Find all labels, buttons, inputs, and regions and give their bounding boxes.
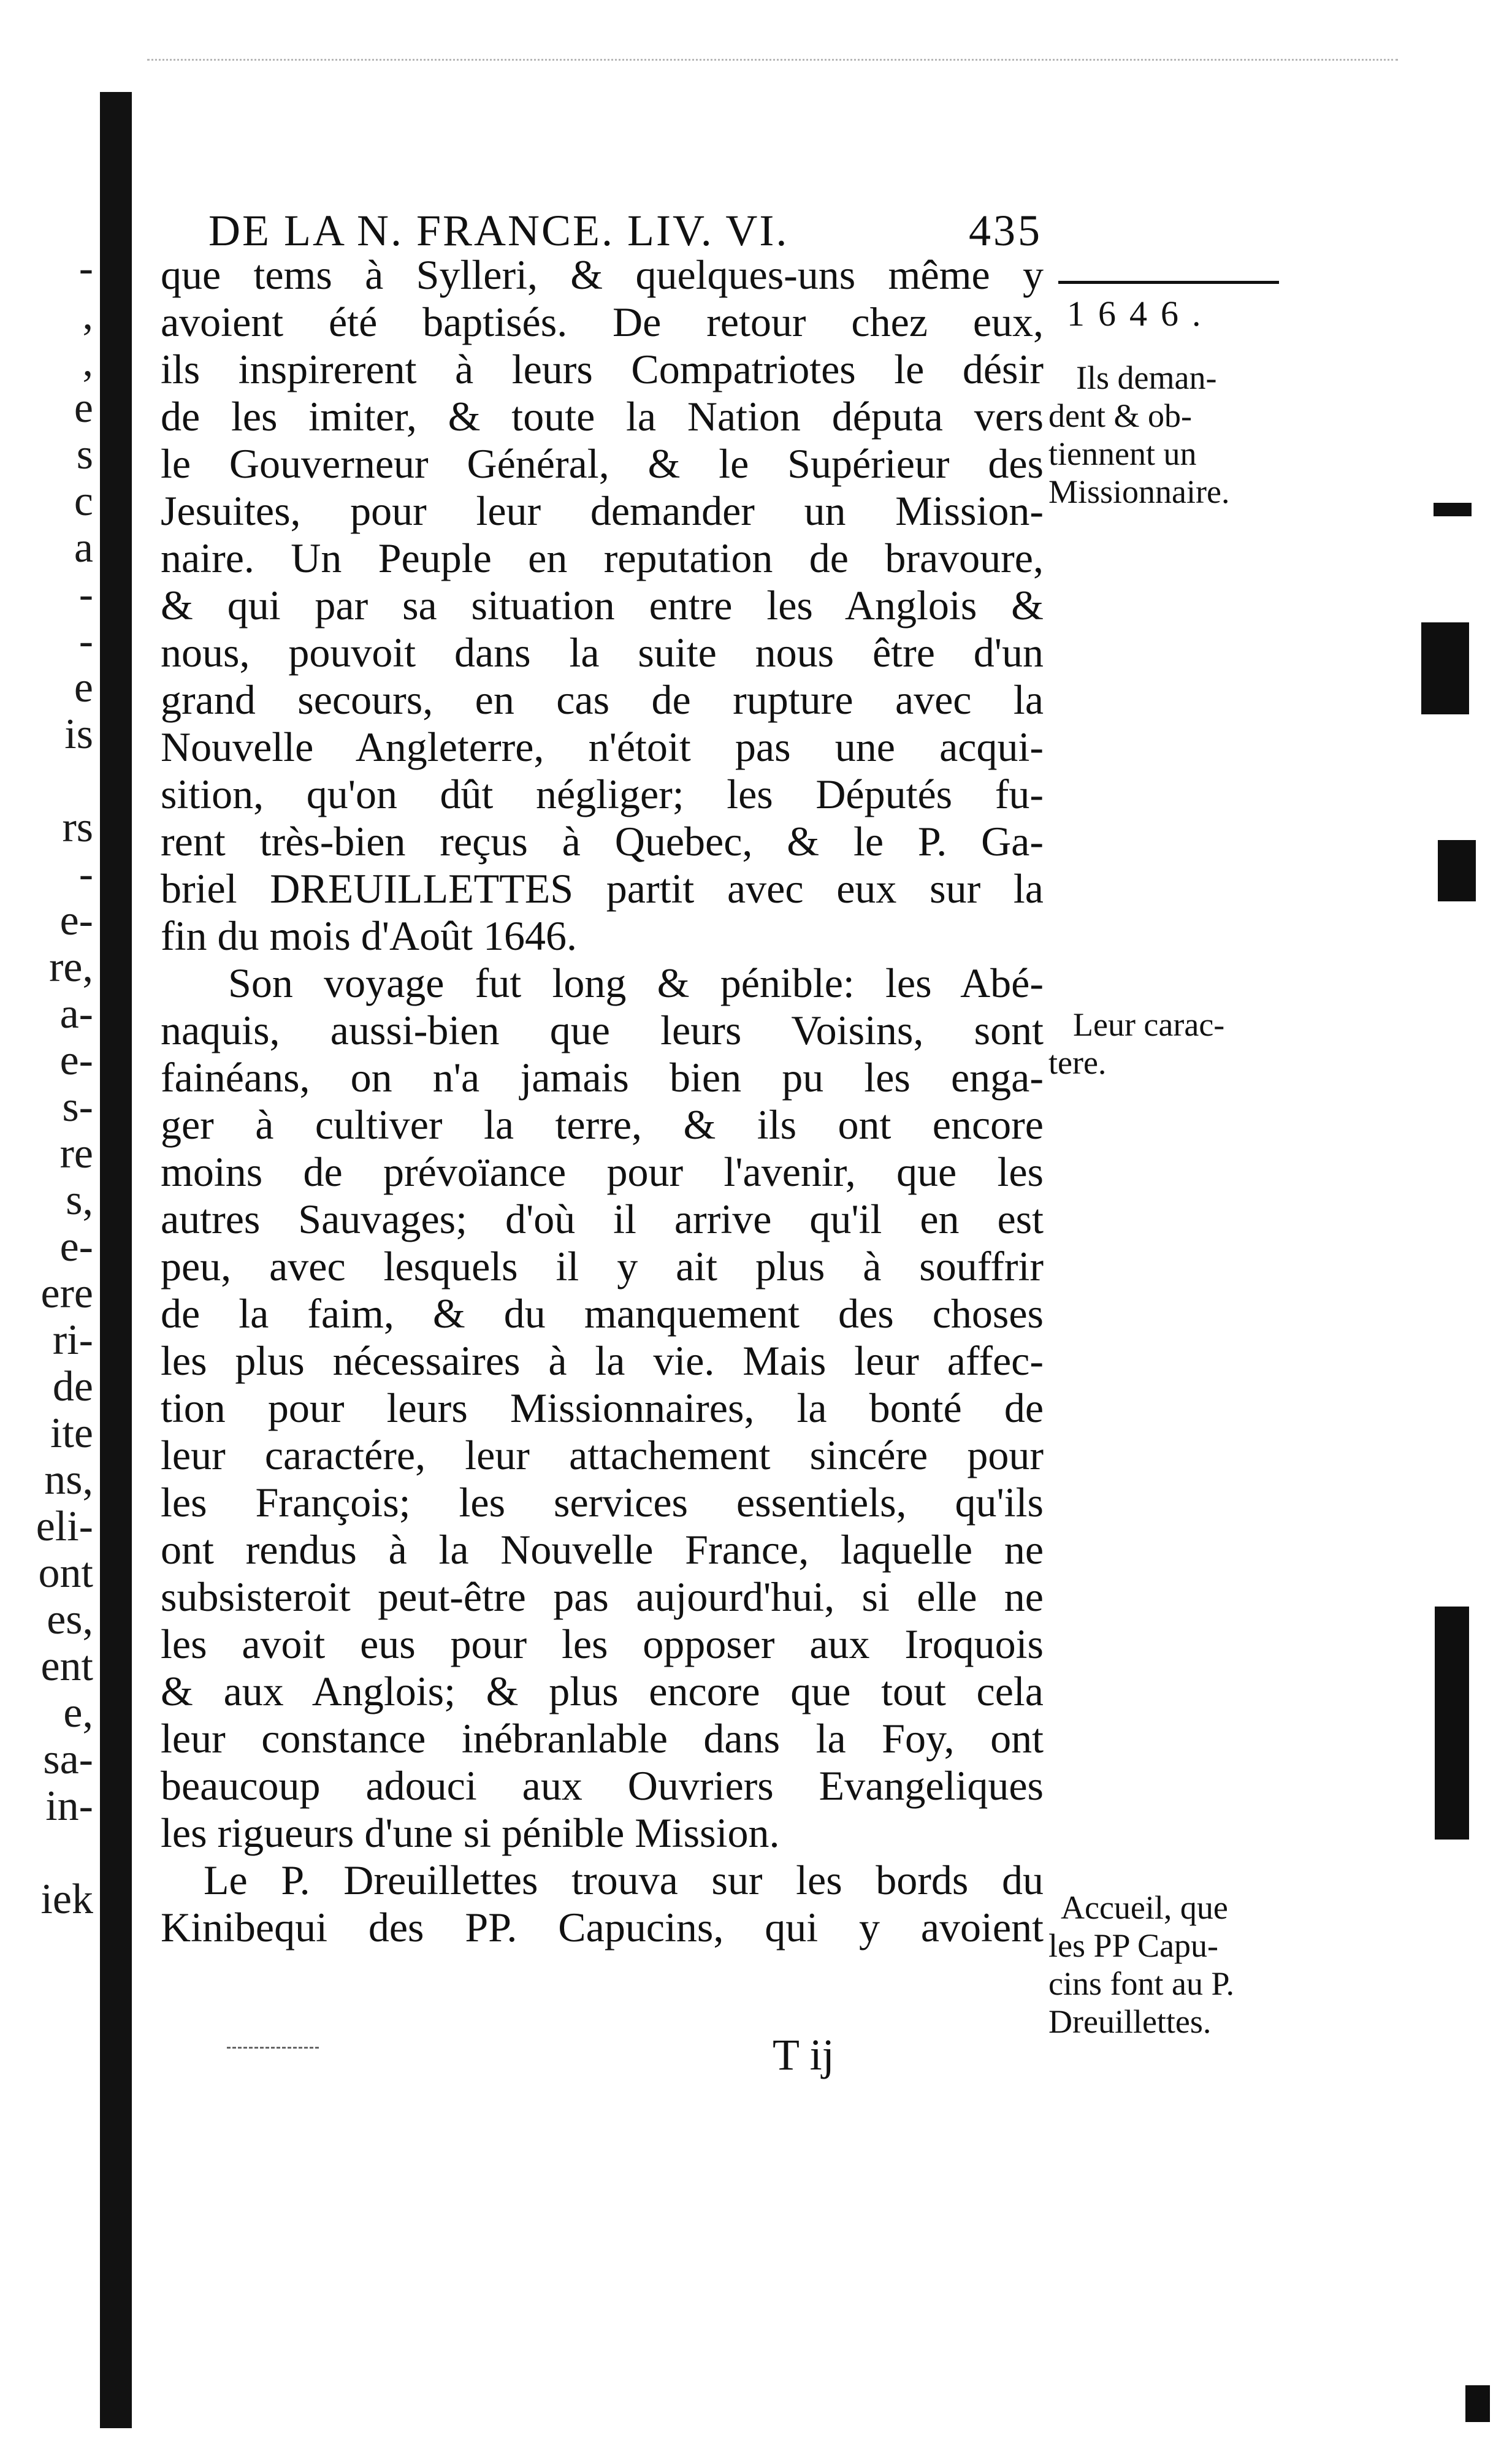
margin-note-line: tere. xyxy=(1048,1044,1107,1081)
fragment: - xyxy=(78,851,93,898)
fragment: - xyxy=(78,245,93,292)
text-line: Le P. Dreuillettes trouva sur les bords du xyxy=(204,1857,1044,1903)
running-header xyxy=(208,205,1085,256)
fragment: es, xyxy=(47,1597,93,1643)
text-line: les avoit eus pour les opposer aux Iroquois xyxy=(161,1621,1044,1667)
text-line: fainéans, on n'a jamais bien pu les enga- xyxy=(161,1054,1044,1101)
text-line: les plus nécessaires à la vie. Mais leur affec- xyxy=(161,1337,1044,1384)
margin-note-line: cins font au P. xyxy=(1048,1965,1234,2002)
fragment: re xyxy=(59,1131,93,1177)
text-line: & aux Anglois; & plus encore que tout cela xyxy=(161,1668,1044,1714)
margin-note-line: les PP Capu- xyxy=(1048,1927,1219,1964)
text-line: Nouvelle Angleterre, n'étoit pas une acqui- xyxy=(161,724,1044,770)
fragment: c xyxy=(74,478,93,525)
text-line: ils inspirerent à leurs Compatriotes le désir xyxy=(161,346,1044,392)
fragment: - xyxy=(78,618,93,665)
fragment: e- xyxy=(59,898,93,944)
text-line: de la faim, & du manquement des choses xyxy=(161,1290,1044,1337)
text-line: grand secours, en cas de rupture avec la xyxy=(161,676,1044,723)
text-line: fin du mois d'Août 1646. xyxy=(161,912,578,959)
signature-mark: T ij xyxy=(773,2030,834,2079)
fragment: e, xyxy=(63,1690,93,1737)
margin-note-welcome xyxy=(1048,1889,1288,2041)
fragment: e xyxy=(74,385,93,432)
fragment: in- xyxy=(45,1783,93,1830)
fragment: re, xyxy=(49,944,93,991)
fragment: s, xyxy=(66,1177,93,1224)
fragment: e- xyxy=(59,1224,93,1271)
fragment: ite xyxy=(50,1410,93,1457)
fragment: de xyxy=(52,1364,93,1410)
fragment: a- xyxy=(59,991,93,1037)
text-line: moins de prévoïance pour l'avenir, que les xyxy=(161,1148,1044,1195)
scan-blot xyxy=(1435,1607,1469,1840)
text-line: naire. Un Peuple en reputation de bravoure, xyxy=(161,535,1044,581)
text-line: beaucoup adouci aux Ouvriers Evangeliques xyxy=(161,1762,1044,1809)
fragment: eli- xyxy=(36,1504,93,1550)
text-line: Kinibequi des PP. Capucins, qui y avoient xyxy=(161,1904,1044,1951)
text-line: avoient été baptisés. De retour chez eux, xyxy=(161,299,1044,345)
text-line: naquis, aussi-bien que leurs Voisins, sont xyxy=(161,1007,1044,1053)
year-rule xyxy=(1058,281,1279,284)
fragment xyxy=(1,758,93,804)
fragment: ere xyxy=(40,1271,93,1317)
margin-note-line: Accueil, que xyxy=(1061,1889,1228,1926)
facing-page-fragments xyxy=(1,245,93,2023)
fragment: is xyxy=(64,711,93,758)
text-line: ont rendus à la Nouvelle France, laquelle ne xyxy=(161,1526,1044,1573)
fragment: - xyxy=(78,571,93,618)
text-line: les François; les services essentiels, qu'ils xyxy=(161,1479,1044,1526)
text-line: nous, pouvoit dans la suite nous être d'un xyxy=(161,629,1044,676)
margin-note-line: Missionnaire. xyxy=(1048,473,1230,510)
text-line: ger à cultiver la terre, & ils ont encore xyxy=(161,1101,1044,1148)
fragment: s- xyxy=(62,1084,93,1131)
margin-note-line: Dreuillettes. xyxy=(1048,2003,1212,2040)
scan-blot xyxy=(1438,840,1476,901)
fragment: , xyxy=(82,292,93,338)
text-line: peu, avec lesquels il y ait plus à souffrir xyxy=(161,1243,1044,1290)
text-line: & qui par sa situation entre les Anglois & xyxy=(161,582,1044,629)
text-line: Jesuites, pour leur demander un Mission- xyxy=(161,487,1044,534)
scan-noise-top xyxy=(147,59,1398,64)
fragment: iek xyxy=(40,1876,93,1923)
page-number: 435 xyxy=(969,206,1042,255)
fragment: e- xyxy=(59,1037,93,1084)
text-line: leur constance inébranlable dans la Foy, ont xyxy=(161,1715,1044,1762)
fragment: a xyxy=(74,525,93,571)
scan-blot xyxy=(1434,503,1472,516)
scan-dashes xyxy=(227,2047,319,2049)
text-line: subsisteroit peut-être pas aujourd'hui, si elle ne xyxy=(161,1573,1044,1620)
fragment: ent xyxy=(40,1643,93,1690)
fragment: ns, xyxy=(44,1457,93,1504)
text-line: briel DREUILLETTES partit avec eux sur la xyxy=(161,865,1044,912)
fragment: e xyxy=(74,665,93,711)
margin-note-character xyxy=(1048,1006,1288,1082)
text-line: autres Sauvages; d'où il arrive qu'il en est xyxy=(161,1196,1044,1242)
text-line: les rigueurs d'une si pénible Mission. xyxy=(161,1809,780,1856)
scan-blot xyxy=(1465,2385,1490,2422)
text-line: sition, qu'on dût négliger; les Députés fu- xyxy=(161,771,1044,817)
scan-blot xyxy=(1421,622,1469,714)
margin-year: 1646. xyxy=(1067,294,1215,334)
margin-note-line: Ils deman- xyxy=(1076,359,1217,396)
text-line: tion pour leurs Missionnaires, la bonté de xyxy=(161,1385,1044,1431)
fragment: sa- xyxy=(43,1737,93,1783)
fragment: , xyxy=(82,338,93,385)
body-text xyxy=(161,251,1044,1951)
fragment xyxy=(1,1830,93,1876)
text-line: de les imiter, & toute la Nation députa vers xyxy=(161,393,1044,440)
margin-note-line: dent & ob- xyxy=(1048,397,1192,434)
fragment: ri- xyxy=(52,1317,93,1364)
fragment: s xyxy=(76,432,93,478)
running-title: DE LA N. FRANCE. LIV. VI. xyxy=(208,206,789,255)
text-line: Son voyage fut long & pénible: les Abé- xyxy=(228,960,1044,1006)
binding-shadow xyxy=(100,92,132,2428)
text-line: rent très-bien reçus à Quebec, & le P. Ga- xyxy=(161,818,1044,865)
fragment: ont xyxy=(38,1550,93,1597)
text-line: que tems à Sylleri, & quelques-uns même y xyxy=(161,251,1044,298)
margin-note-line: tiennent un xyxy=(1048,435,1197,472)
text-line: leur caractére, leur attachement sincére pour xyxy=(161,1432,1044,1478)
margin-note-missionary xyxy=(1048,359,1288,511)
margin-note-line: Leur carac- xyxy=(1073,1006,1225,1043)
fragment: rs xyxy=(62,804,93,851)
text-line: le Gouverneur Général, & le Supérieur des xyxy=(161,440,1044,487)
